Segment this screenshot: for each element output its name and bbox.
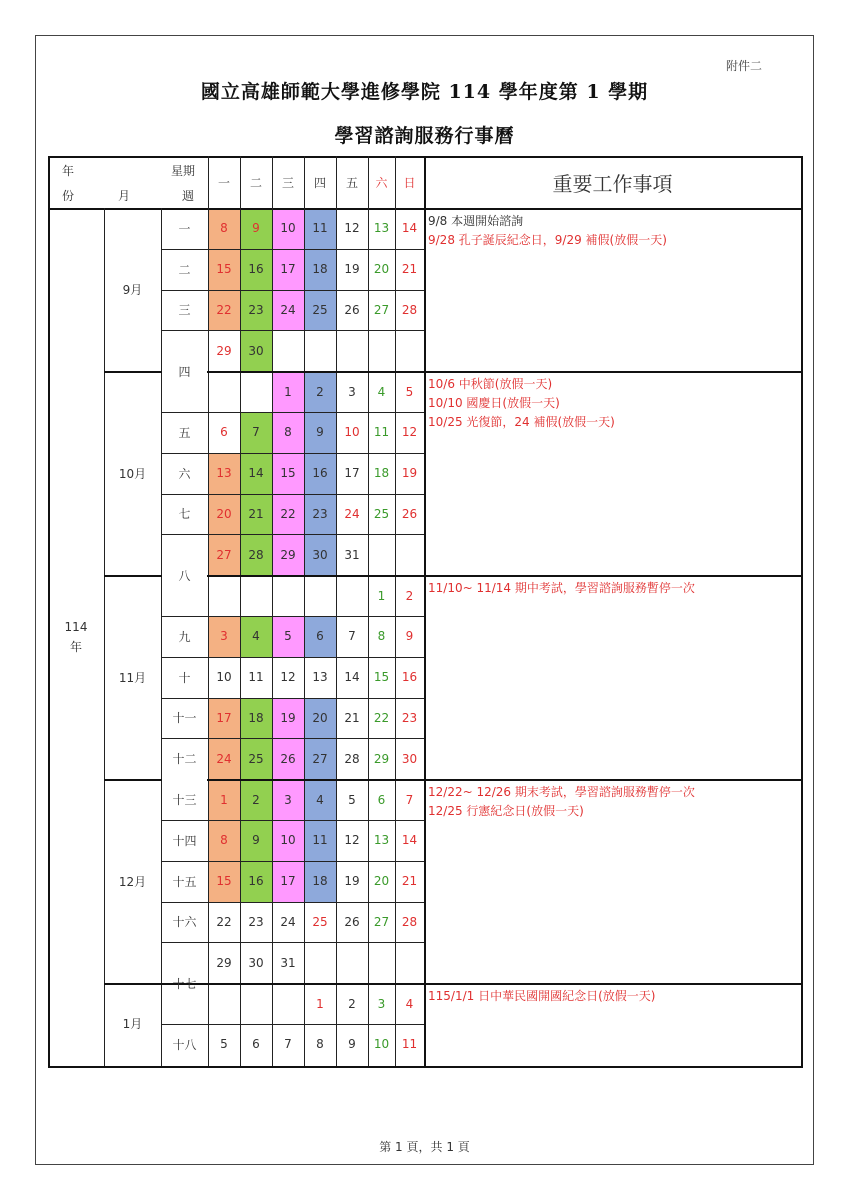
attachment-label: 附件二 — [726, 59, 763, 73]
weekday-header: 三 — [281, 175, 294, 190]
day-cell: 7 — [348, 629, 356, 644]
day-cell: 2 — [348, 996, 356, 1011]
day-cell: 10 — [272, 208, 304, 249]
day-cell: 10 — [272, 820, 304, 861]
day-cell: 23 — [240, 290, 272, 331]
grid-line — [104, 371, 801, 373]
week-label: 十七 — [172, 976, 197, 991]
grid-line — [208, 156, 209, 1066]
day-cell — [240, 575, 272, 616]
day-cell: 19 — [272, 698, 304, 739]
day-cell — [395, 942, 424, 983]
day-cell: 21 — [344, 710, 360, 725]
day-cell: 8 — [272, 412, 304, 453]
day-cell: 2 — [240, 779, 272, 820]
day-cell: 27 — [373, 914, 390, 929]
grid-line — [161, 412, 424, 413]
day-cell: 18 — [304, 861, 336, 902]
event-note: 10/6 中秋節(放假一天) — [428, 377, 553, 392]
day-cell: 6 — [252, 1037, 260, 1052]
week-label: 六 — [178, 466, 191, 481]
day-cell: 29 — [272, 534, 304, 575]
grid-line — [161, 820, 424, 821]
day-cell: 24 — [208, 738, 240, 779]
weekday-header: 一 — [217, 175, 230, 190]
grid-line — [48, 1066, 801, 1068]
weekday-header: 五 — [345, 175, 358, 190]
day-cell: 11 — [373, 425, 390, 440]
day-cell: 4 — [304, 779, 336, 820]
day-cell: 18 — [240, 698, 272, 739]
day-cell: 14 — [240, 453, 272, 494]
day-cell: 19 — [344, 874, 360, 889]
day-cell: 14 — [344, 670, 360, 685]
day-cell: 8 — [208, 820, 240, 861]
day-cell: 9 — [405, 629, 414, 644]
day-cell: 30 — [304, 534, 336, 575]
day-cell: 13 — [312, 670, 328, 685]
day-cell: 1 — [208, 779, 240, 820]
day-cell: 17 — [272, 249, 304, 290]
week-label: 九 — [178, 629, 191, 644]
day-cell: 30 — [248, 955, 264, 970]
day-cell: 26 — [344, 914, 360, 929]
day-cell: 11 — [304, 820, 336, 861]
day-cell: 13 — [373, 221, 390, 236]
day-cell: 3 — [208, 616, 240, 657]
page-footer: 第 1 頁，共 1 頁 — [379, 1140, 470, 1154]
day-cell: 15 — [272, 453, 304, 494]
grid-line — [161, 902, 424, 903]
day-cell — [208, 575, 240, 616]
day-cell: 7 — [240, 412, 272, 453]
grid-line — [161, 616, 424, 617]
day-cell: 25 — [312, 914, 328, 929]
day-cell: 15 — [208, 249, 240, 290]
grid-line — [304, 156, 305, 1066]
day-cell: 25 — [373, 506, 390, 521]
month-notes — [428, 579, 695, 598]
grid-line — [161, 1024, 424, 1025]
week-label: 七 — [178, 507, 191, 522]
week-label: 四 — [178, 364, 191, 379]
day-cell: 1 — [316, 996, 324, 1011]
grid-line — [240, 156, 241, 1066]
day-cell: 4 — [377, 384, 386, 399]
grid-line — [272, 156, 273, 1066]
day-cell — [336, 575, 368, 616]
day-cell: 8 — [377, 629, 386, 644]
grid-line — [161, 453, 424, 454]
day-cell: 30 — [240, 330, 272, 371]
week-label: 五 — [178, 425, 191, 440]
day-cell: 21 — [401, 874, 418, 889]
day-cell: 27 — [304, 738, 336, 779]
day-cell: 31 — [344, 547, 360, 562]
grid-line — [161, 494, 424, 495]
grid-line — [104, 208, 105, 1066]
grid-line — [161, 290, 424, 291]
day-cell: 24 — [344, 506, 360, 521]
day-cell: 18 — [373, 466, 390, 481]
day-cell: 1 — [377, 588, 386, 603]
day-cell: 11 — [304, 208, 336, 249]
day-cell: 20 — [373, 262, 390, 277]
month-label: 12月 — [118, 874, 147, 889]
day-cell — [368, 330, 395, 371]
day-cell: 17 — [344, 466, 360, 481]
day-cell: 6 — [377, 792, 386, 807]
event-note: 9/8 本週開始諮詢 — [428, 214, 524, 228]
day-cell — [272, 330, 304, 371]
day-cell: 9 — [240, 208, 272, 249]
document-title: 國立高雄師範大學進修學院 114 學年度第 1 學期 — [200, 81, 649, 103]
day-cell: 18 — [304, 249, 336, 290]
day-cell: 23 — [304, 494, 336, 535]
day-cell: 29 — [373, 751, 390, 766]
day-cell: 9 — [240, 820, 272, 861]
calendar-table — [48, 156, 801, 1066]
day-cell: 10 — [373, 1037, 390, 1052]
day-cell: 19 — [401, 466, 418, 481]
day-cell: 3 — [272, 779, 304, 820]
day-cell — [368, 942, 395, 983]
day-cell: 29 — [216, 955, 232, 970]
header-events: 重要工作事項 — [552, 171, 673, 196]
weekday-header: 日 — [403, 175, 416, 190]
day-cell: 6 — [220, 425, 228, 440]
grid-line — [336, 156, 337, 1066]
day-cell — [208, 983, 240, 1024]
day-cell: 22 — [216, 914, 232, 929]
event-note: 9/28 孔子誕辰紀念日，9/29 補假(放假一天) — [428, 233, 667, 247]
document-subtitle: 學習諮詢服務行事曆 — [334, 125, 515, 147]
day-cell: 16 — [401, 670, 418, 685]
day-cell: 17 — [272, 861, 304, 902]
day-cell: 23 — [248, 914, 264, 929]
event-note: 10/10 國慶日(放假一天) — [428, 396, 560, 411]
event-note: 115/1/1 日中華民國開國紀念日(放假一天) — [428, 989, 656, 1004]
day-cell: 28 — [240, 534, 272, 575]
day-cell: 21 — [240, 494, 272, 535]
day-cell: 2 — [304, 371, 336, 412]
month-notes — [428, 783, 695, 821]
month-notes — [428, 375, 615, 432]
grid-line — [104, 983, 801, 985]
day-cell: 31 — [280, 955, 296, 970]
grid-line — [104, 779, 801, 781]
day-cell: 27 — [208, 534, 240, 575]
grid-line — [801, 156, 803, 1068]
grid-line — [395, 156, 396, 1066]
day-cell: 19 — [344, 262, 360, 277]
day-cell: 24 — [280, 914, 296, 929]
grid-line — [161, 208, 162, 1066]
week-label: 十 — [178, 670, 191, 685]
month-notes — [428, 987, 655, 1006]
day-cell: 3 — [377, 996, 386, 1011]
day-cell: 28 — [401, 302, 418, 317]
day-cell: 15 — [373, 670, 390, 685]
day-cell — [208, 371, 240, 412]
day-cell: 28 — [401, 914, 418, 929]
header-month: 月 — [118, 189, 131, 203]
event-note: 11/10~ 11/14 期中考試，學習諮詢服務暫停一次 — [428, 581, 695, 596]
day-cell: 5 — [405, 384, 414, 399]
week-label: 十三 — [172, 793, 197, 808]
day-cell — [336, 330, 368, 371]
week-label: 一 — [178, 221, 191, 236]
week-label: 十八 — [172, 1037, 197, 1052]
day-cell — [272, 983, 304, 1024]
day-cell: 14 — [401, 833, 418, 848]
day-cell: 12 — [344, 833, 360, 848]
grid-line — [104, 575, 801, 577]
week-label: 十二 — [172, 752, 197, 767]
day-cell — [368, 534, 395, 575]
grid-line — [161, 738, 424, 739]
grid-line — [161, 657, 424, 658]
weekday-header: 二 — [249, 175, 262, 190]
day-cell — [304, 330, 336, 371]
day-cell: 7 — [405, 792, 414, 807]
event-note: 10/25 光復節，24 補假(放假一天) — [428, 415, 615, 430]
event-note: 12/22~ 12/26 期末考試，學習諮詢服務暫停一次 — [428, 785, 695, 800]
day-cell: 16 — [240, 861, 272, 902]
day-cell: 11 — [401, 1037, 418, 1052]
day-cell: 4 — [240, 616, 272, 657]
day-cell: 10 — [344, 425, 360, 440]
grid-line — [48, 156, 50, 1066]
day-cell: 12 — [344, 221, 360, 236]
day-cell: 25 — [240, 738, 272, 779]
month-label: 1月 — [122, 1017, 143, 1032]
year-label: 114 年 — [64, 620, 88, 654]
day-cell: 16 — [240, 249, 272, 290]
week-label: 十一 — [172, 711, 197, 726]
day-cell: 25 — [304, 290, 336, 331]
day-cell: 26 — [272, 738, 304, 779]
day-cell: 21 — [401, 262, 418, 277]
grid-line — [368, 156, 369, 1066]
day-cell: 13 — [208, 453, 240, 494]
day-cell: 13 — [373, 833, 390, 848]
day-cell: 20 — [373, 874, 390, 889]
merge-cover — [162, 778, 207, 781]
header-week-label: 週 — [182, 189, 195, 203]
header-year-bottom: 份 — [62, 189, 75, 203]
day-cell: 24 — [272, 290, 304, 331]
day-cell — [240, 983, 272, 1024]
day-cell: 14 — [401, 221, 418, 236]
day-cell: 26 — [401, 506, 418, 521]
day-cell: 8 — [208, 208, 240, 249]
header-weekday-label: 星期 — [171, 164, 196, 178]
month-label: 9月 — [122, 283, 143, 298]
day-cell: 20 — [304, 698, 336, 739]
day-cell: 16 — [304, 453, 336, 494]
week-label: 三 — [178, 303, 191, 318]
day-cell: 15 — [208, 861, 240, 902]
week-label: 二 — [178, 262, 191, 277]
event-note: 12/25 行憲紀念日(放假一天) — [428, 804, 584, 819]
day-cell: 22 — [373, 710, 390, 725]
day-cell: 5 — [348, 792, 356, 807]
day-cell: 27 — [373, 302, 390, 317]
day-cell: 17 — [208, 698, 240, 739]
weekday-header: 四 — [313, 175, 326, 190]
header-year-top: 年 — [62, 164, 75, 178]
weekday-header: 六 — [375, 175, 388, 190]
day-cell — [304, 575, 336, 616]
day-cell: 12 — [401, 425, 418, 440]
grid-line — [161, 534, 424, 535]
day-cell — [240, 371, 272, 412]
day-cell: 4 — [405, 996, 414, 1011]
day-cell: 30 — [401, 751, 418, 766]
day-cell — [304, 942, 336, 983]
grid-line — [161, 249, 424, 250]
day-cell: 5 — [272, 616, 304, 657]
day-cell — [272, 575, 304, 616]
day-cell: 9 — [304, 412, 336, 453]
day-cell — [395, 534, 424, 575]
day-cell: 2 — [405, 588, 414, 603]
grid-line — [161, 942, 424, 943]
grid-line — [161, 698, 424, 699]
month-notes — [428, 212, 667, 250]
day-cell: 23 — [401, 710, 418, 725]
week-label: 十六 — [172, 915, 197, 930]
day-cell: 11 — [248, 670, 264, 685]
day-cell: 7 — [284, 1037, 292, 1052]
day-cell: 9 — [348, 1037, 356, 1052]
month-label: 10月 — [118, 466, 147, 481]
grid-line — [161, 861, 424, 862]
day-cell — [336, 942, 368, 983]
day-cell: 12 — [280, 670, 296, 685]
week-label: 十四 — [172, 833, 197, 848]
grid-line — [424, 156, 426, 1066]
day-cell: 10 — [216, 670, 232, 685]
day-cell: 3 — [348, 384, 356, 399]
day-cell: 28 — [344, 751, 360, 766]
day-cell: 8 — [316, 1037, 324, 1052]
day-cell — [395, 330, 424, 371]
grid-line — [161, 330, 424, 331]
day-cell: 6 — [304, 616, 336, 657]
day-cell: 1 — [272, 371, 304, 412]
day-cell: 20 — [208, 494, 240, 535]
day-cell: 29 — [216, 343, 232, 358]
day-cell: 5 — [220, 1037, 228, 1052]
month-label: 11月 — [118, 670, 147, 685]
day-cell: 26 — [344, 302, 360, 317]
week-label: 八 — [178, 568, 191, 583]
day-cell: 22 — [272, 494, 304, 535]
day-cell: 22 — [208, 290, 240, 331]
week-label: 十五 — [172, 874, 197, 889]
